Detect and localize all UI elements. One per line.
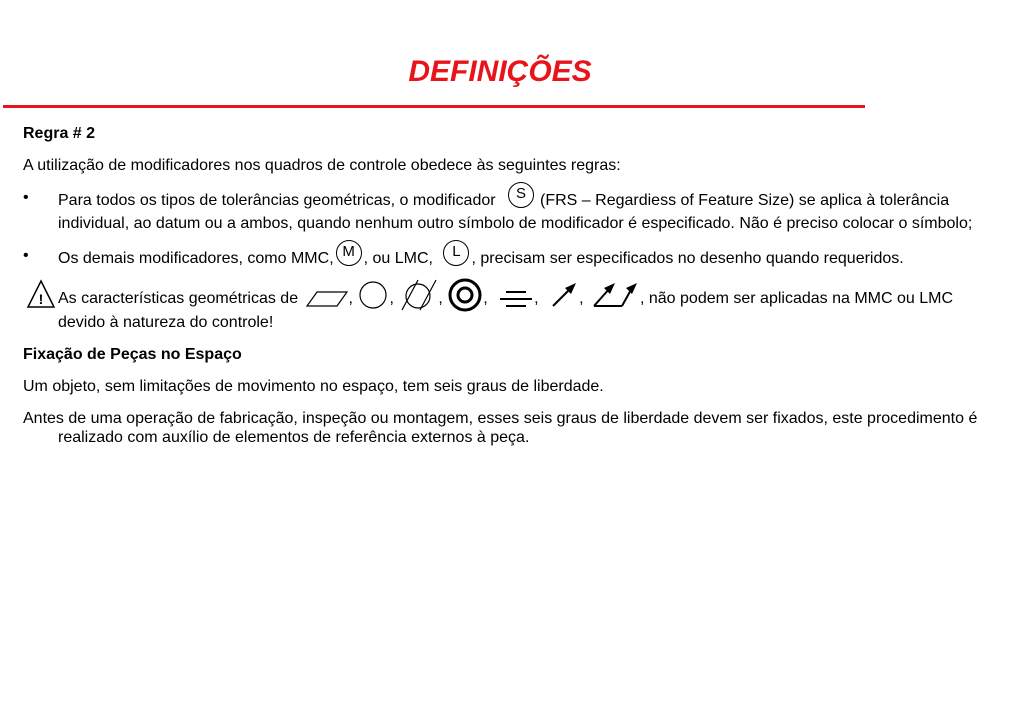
lmc-modifier-icon: L — [443, 240, 469, 266]
warning-text-after: , não podem ser aplicadas na MMC ou LMC devido à natureza do controle! — [58, 290, 954, 331]
separator: , — [438, 290, 443, 308]
circular-runout-icon — [549, 280, 579, 310]
bullet-rfs — [23, 185, 988, 233]
cylindricity-icon — [398, 278, 438, 312]
mmc-modifier-icon: M — [336, 240, 362, 266]
warning-paragraph — [23, 285, 988, 332]
title-divider — [3, 105, 865, 108]
separator: , — [579, 290, 584, 308]
warning-text-before: As características geométricas de — [58, 290, 299, 308]
paragraph-degrees: Um objeto, sem limitações de movimento no espaço, tem seis graus de liberdade. — [23, 378, 604, 395]
bullet-mmc-text-after: , precisam ser especificados no desenho quando requeridos. — [471, 250, 904, 268]
bullet-mmc-lmc — [23, 243, 988, 272]
bullet-mmc-text-before: Os demais modificadores, como MMC, — [58, 250, 334, 268]
section-heading: Fixação de Peças no Espaço — [23, 346, 242, 363]
flatness-icon — [305, 288, 349, 310]
page-title: DEFINIÇÕES — [408, 55, 592, 88]
bullet-mmc-text-middle: , ou LMC, — [363, 250, 433, 268]
warning-icon — [26, 279, 56, 309]
warning-icon-text: ! — [38, 291, 44, 307]
concentricity-icon — [447, 277, 483, 313]
bullet-rfs-text-after: (FRS – Regardiess of Feature Size) se aplica à tolerância individual, ao datum ou a ambos, quando nenhum outro símbolo de modificador é especificado. Não é preciso colocar o símbolo; — [58, 192, 973, 232]
paragraph-fixation: Antes de uma operação de fabricação, inspeção ou montagem, esses seis graus de liberdade devem ser fixados, este procedimento é realizado com auxílio de elementos de referência externos à peça. — [23, 410, 978, 446]
intro-text: A utilização de modificadores nos quadros de controle obedece às seguintes regras: — [23, 157, 621, 174]
bullet-rfs-text-before: Para todos os tipos de tolerâncias geométricas, o modificador — [58, 192, 496, 210]
circularity-icon — [357, 279, 389, 311]
separator: , — [483, 290, 488, 308]
separator: , — [348, 290, 353, 308]
slide-content — [23, 124, 988, 460]
rule-heading: Regra # 2 — [23, 125, 96, 142]
bullet-mark: • — [23, 247, 29, 264]
total-runout-icon — [592, 280, 640, 310]
rfs-modifier-icon: S — [508, 182, 534, 208]
bullet-mark: • — [23, 189, 29, 206]
separator: , — [389, 290, 394, 308]
symmetry-icon — [498, 287, 534, 311]
separator: , — [534, 290, 539, 308]
